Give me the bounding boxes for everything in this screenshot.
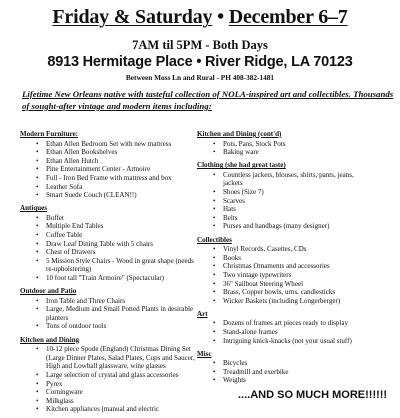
- list-item: • Christmas Ornaments and accessories: [197, 262, 372, 271]
- list-item: • Pine Entertainment Center - Armoire: [20, 165, 200, 174]
- section-title-antiques: Antiques: [20, 204, 48, 213]
- list-item: • Wicker Baskets (including Longerberger): [197, 297, 372, 306]
- right-column: [197, 130, 372, 390]
- section-title-kitchen-and-dining-cont-d: Kitchen and Dining (cont'd): [197, 130, 282, 138]
- list-item: • Large, Medium and Small Potted Plants in desirable planters: [20, 305, 200, 322]
- list-item: • Vinyl Records, Casettes, CDs: [197, 245, 372, 254]
- list-item: • Kitchen appliances (manual and electric: [20, 405, 200, 414]
- list-item: • Scarves: [197, 197, 372, 206]
- list-item: • 5 Mission Style Chairs - Wood in great shape (needs re-upholstering): [20, 257, 200, 274]
- footer-more: ....AND SO MUCH MORE!!!!!!: [238, 389, 388, 401]
- list-item: • Stand-alone frames: [197, 328, 372, 337]
- list-item: • Pyrex: [20, 380, 200, 389]
- list-item: • Brass, Copper bowls, urns, candlesticks: [197, 288, 372, 297]
- intro-paragraph: Lifetime New Orleans native with tasteful collection of NOLA-inspired art and collectibles. Thousands of sought-after vintage and modern items including:: [22, 89, 394, 111]
- section-list-art: [197, 319, 372, 345]
- list-item: • Dozens of frames art pieces ready to display: [197, 319, 372, 328]
- list-item: • Books: [197, 254, 372, 263]
- headline-separator: •: [212, 6, 229, 28]
- list-item: • Tons of outdoor tools: [20, 322, 200, 331]
- list-item: • 36" Sailboat Steering Wheel: [197, 280, 372, 289]
- section-list-antiques: [20, 214, 200, 283]
- section-title-clothing-she-had-great-taste: Clothing (she had great taste): [197, 161, 286, 170]
- list-item: • Ethan Allen Bookshelves: [20, 148, 200, 157]
- list-item: • Purses and handbags (many designer): [197, 222, 372, 231]
- list-item: • Intriguing knick-knacks (not your usual stuff): [197, 337, 372, 346]
- list-item: • Ethan Allen Hutch: [20, 157, 200, 166]
- list-item: • 10-12 piece Spode (England) Christmas Dining Set (Large Dinner Plates, Salad Plates, Cups and Saucer, High and Lowball glassware, wine glasses: [20, 345, 200, 371]
- list-item: • Coffee Table: [20, 231, 200, 240]
- headline-date-range: December 6–7: [228, 6, 348, 28]
- section-list-kitchen-and-dining-cont-d: [197, 140, 372, 157]
- section-title-collectibles: Collectibles: [197, 235, 232, 244]
- list-item: • Iron Table and Three Chairs: [20, 297, 200, 306]
- list-item: • Bicycles: [197, 359, 372, 368]
- section-title-misc: Misc: [197, 349, 212, 358]
- list-item: • Weights: [197, 376, 372, 385]
- list-item: • Draw Leaf Dining Table with 5 chairs: [20, 240, 200, 249]
- section-list-clothing-she-had-great-taste: [197, 171, 372, 231]
- section-list-modern-furniture: [20, 140, 200, 200]
- headline-dates: [0, 6, 400, 29]
- list-item: • Milkglass: [20, 397, 200, 406]
- list-item: • Shoes (Size 7): [197, 188, 372, 197]
- sale-hours: 7AM til 5PM - Both Days: [132, 38, 268, 52]
- cross-streets-phone: Between Moss Ln and Rural - PH 408-382-1481: [125, 73, 275, 82]
- section-list-misc: [197, 359, 372, 385]
- list-item: • Belts: [197, 214, 372, 223]
- list-item: • Pots, Pans, Stock Pots: [197, 140, 372, 149]
- section-title-art: Art: [197, 309, 208, 318]
- list-item: • Leather Sofa: [20, 183, 200, 192]
- list-item: • Two vintage typewriters: [197, 271, 372, 280]
- section-list-outdoor-and-patio: [20, 297, 200, 331]
- section-title-kitchen-and-dining: Kitchen and Dining: [20, 335, 80, 344]
- left-column: [20, 130, 200, 418]
- list-item: • Ethan Allen Bedroom Set with new mattress: [20, 140, 200, 149]
- section-title-modern-furniture: Modern Furniture:: [20, 130, 78, 138]
- list-item: • Hats: [197, 205, 372, 214]
- list-item: • Baking ware: [197, 148, 372, 157]
- headline-days: Friday & Saturday: [52, 6, 213, 28]
- section-title-outdoor-and-patio: Outdoor and Patio: [20, 287, 77, 296]
- list-item: • Buffet: [20, 214, 200, 223]
- list-item: • Countless jackets, blouses, shirts, pants, jeans, jackets: [197, 171, 372, 188]
- list-item: • Full - Iron Bed Frame with mattress and box: [20, 174, 200, 183]
- section-list-kitchen-and-dining: [20, 345, 200, 414]
- list-item: • Corningware: [20, 388, 200, 397]
- list-item: • Treadmill and exerbike: [197, 368, 372, 377]
- list-item: • Large selection of crystal and glass accessories: [20, 371, 200, 380]
- section-list-collectibles: [197, 245, 372, 305]
- list-item: • Chest of Drawers: [20, 248, 200, 257]
- list-item: • 10 foot tall "Train Armoire" (Spectacular): [20, 274, 200, 283]
- sale-address: 8913 Hermitage Place • River Ridge, LA 70123: [47, 54, 353, 70]
- list-item: • Smart Suede Couch (CLEAN!!): [20, 191, 200, 200]
- list-item: • Multiple End Tables: [20, 222, 200, 231]
